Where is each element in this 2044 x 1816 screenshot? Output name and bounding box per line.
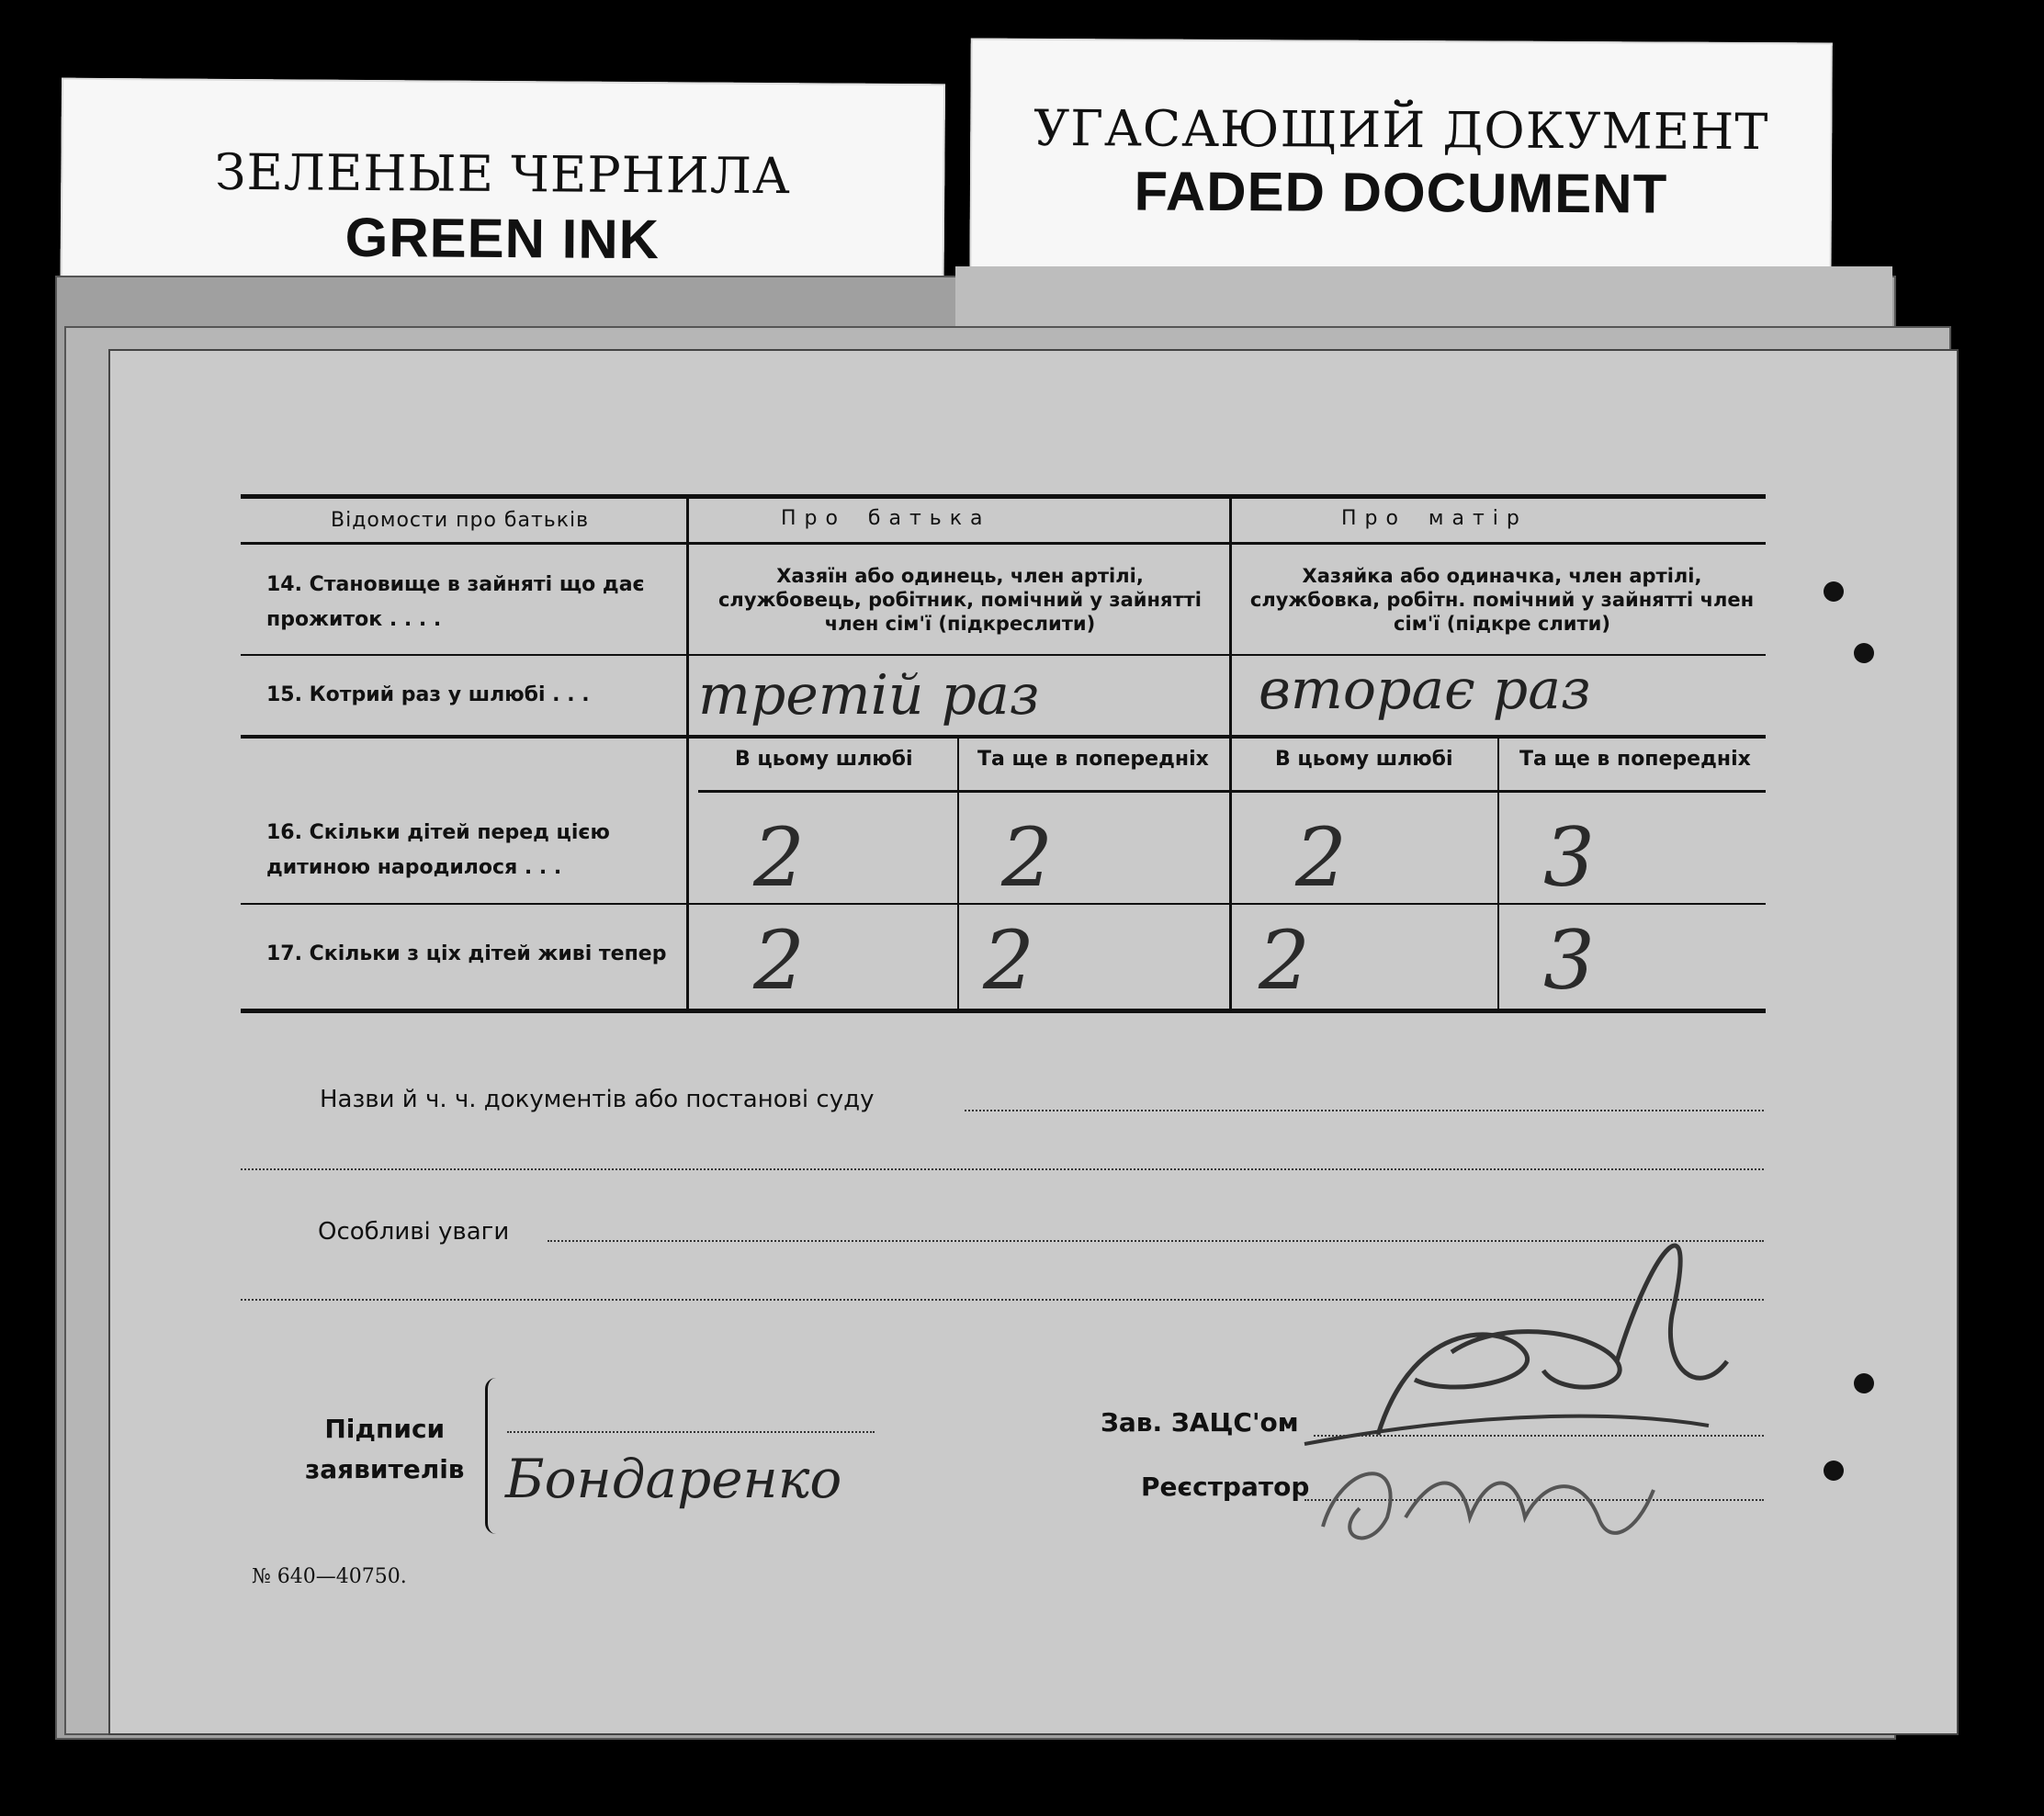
green-ink-label-en: GREEN INK	[344, 206, 661, 271]
row16-father-this-value: 2	[753, 810, 805, 905]
binding-hole	[1824, 581, 1844, 602]
subheader-father-this-marriage: В цьому шлюбі	[735, 748, 913, 771]
table-col-divider-2	[1229, 498, 1232, 1010]
row17-mother-this-value: 2	[1259, 913, 1310, 1008]
table-col-divider-father	[957, 737, 959, 1010]
faded-document-label-en: FADED DOCUMENT	[1134, 160, 1668, 225]
notes-label: Особливі уваги	[318, 1218, 510, 1246]
signatures-label	[305, 1409, 465, 1490]
applicant-signature-line	[507, 1431, 875, 1433]
row14-mother-options: Хазяйка або одиначка, член артілі, службовка, робітн. помічний у зайнятті член сім'ї (підкре слити)	[1249, 565, 1755, 635]
row17-label: 17. Скільки з ціх дітей живі тепер	[266, 942, 667, 965]
row14-bottom-rule	[241, 654, 1766, 656]
green-ink-label-ru: ЗЕЛЕНЫЕ ЧЕРНИЛА	[214, 142, 792, 206]
subheader-mother-previous: Та ще в попередніх	[1519, 748, 1751, 771]
applicant-signature: Бондаренко	[505, 1448, 842, 1510]
signatures-brace	[485, 1378, 501, 1534]
binding-hole	[1854, 643, 1874, 663]
row17-mother-previous-value: 3	[1543, 913, 1595, 1008]
signatures-label-line1: Підписи	[324, 1414, 446, 1444]
head-of-registry-label: Зав. ЗАЦС'ом	[1101, 1407, 1299, 1438]
table-header-rule	[241, 542, 1766, 545]
row16-mother-this-value: 2	[1295, 810, 1347, 905]
binding-hole	[1824, 1461, 1844, 1481]
subheader-bottom-rule	[698, 790, 1766, 793]
documents-line	[965, 1110, 1764, 1111]
registrar-signature	[1304, 1435, 1690, 1563]
registration-form-sheet	[108, 349, 1959, 1735]
row17-father-previous-value: 2	[983, 913, 1034, 1008]
row16-mother-previous-value: 3	[1543, 810, 1595, 905]
header-parents-info: Відомости про батьків	[331, 509, 590, 532]
signatures-label-line2: заявителів	[305, 1454, 465, 1484]
row15-bottom-rule	[241, 735, 1766, 739]
binding-hole	[1854, 1373, 1874, 1393]
table-top-rule	[241, 494, 1766, 499]
header-about-father: П р о б а т ь к а	[781, 507, 984, 530]
row15-mother-handwritten: вторає раз	[1259, 658, 1591, 722]
row14-father-options: Хазяїн або одинець, член артілі, службовець, робітник, помічний у зайнятті член сім'ї (підкреслити)	[717, 565, 1202, 635]
row16-label: 16. Скільки дітей перед цією дитиною народилося . . .	[266, 821, 610, 879]
row17-father-this-value: 2	[753, 913, 805, 1008]
faded-document-label-ru: УГАСАЮЩИЙ ДОКУМЕНТ	[1033, 98, 1769, 162]
row15-label: 15. Котрий раз у шлюбі . . .	[266, 683, 590, 706]
registrar-label: Реєстратор	[1141, 1472, 1310, 1502]
documents-line-2	[241, 1168, 1764, 1170]
row16-father-previous-value: 2	[1001, 810, 1053, 905]
form-number: № 640—40750.	[252, 1565, 407, 1588]
table-bottom-rule	[241, 1009, 1766, 1013]
subheader-mother-this-marriage: В цьому шлюбі	[1275, 748, 1453, 771]
header-about-mother: П р о м а т і р	[1341, 507, 1520, 530]
row14-label: 14. Становище в зайняті що дає прожиток . . . .	[266, 573, 645, 631]
row15-father-handwritten: третій раз	[698, 663, 1040, 728]
subheader-father-previous: Та ще в попередніх	[977, 748, 1209, 771]
table-col-divider-1	[686, 498, 689, 1010]
table-col-divider-mother	[1497, 737, 1499, 1010]
documents-label: Назви й ч. ч. документів або постанові суду	[320, 1086, 875, 1113]
